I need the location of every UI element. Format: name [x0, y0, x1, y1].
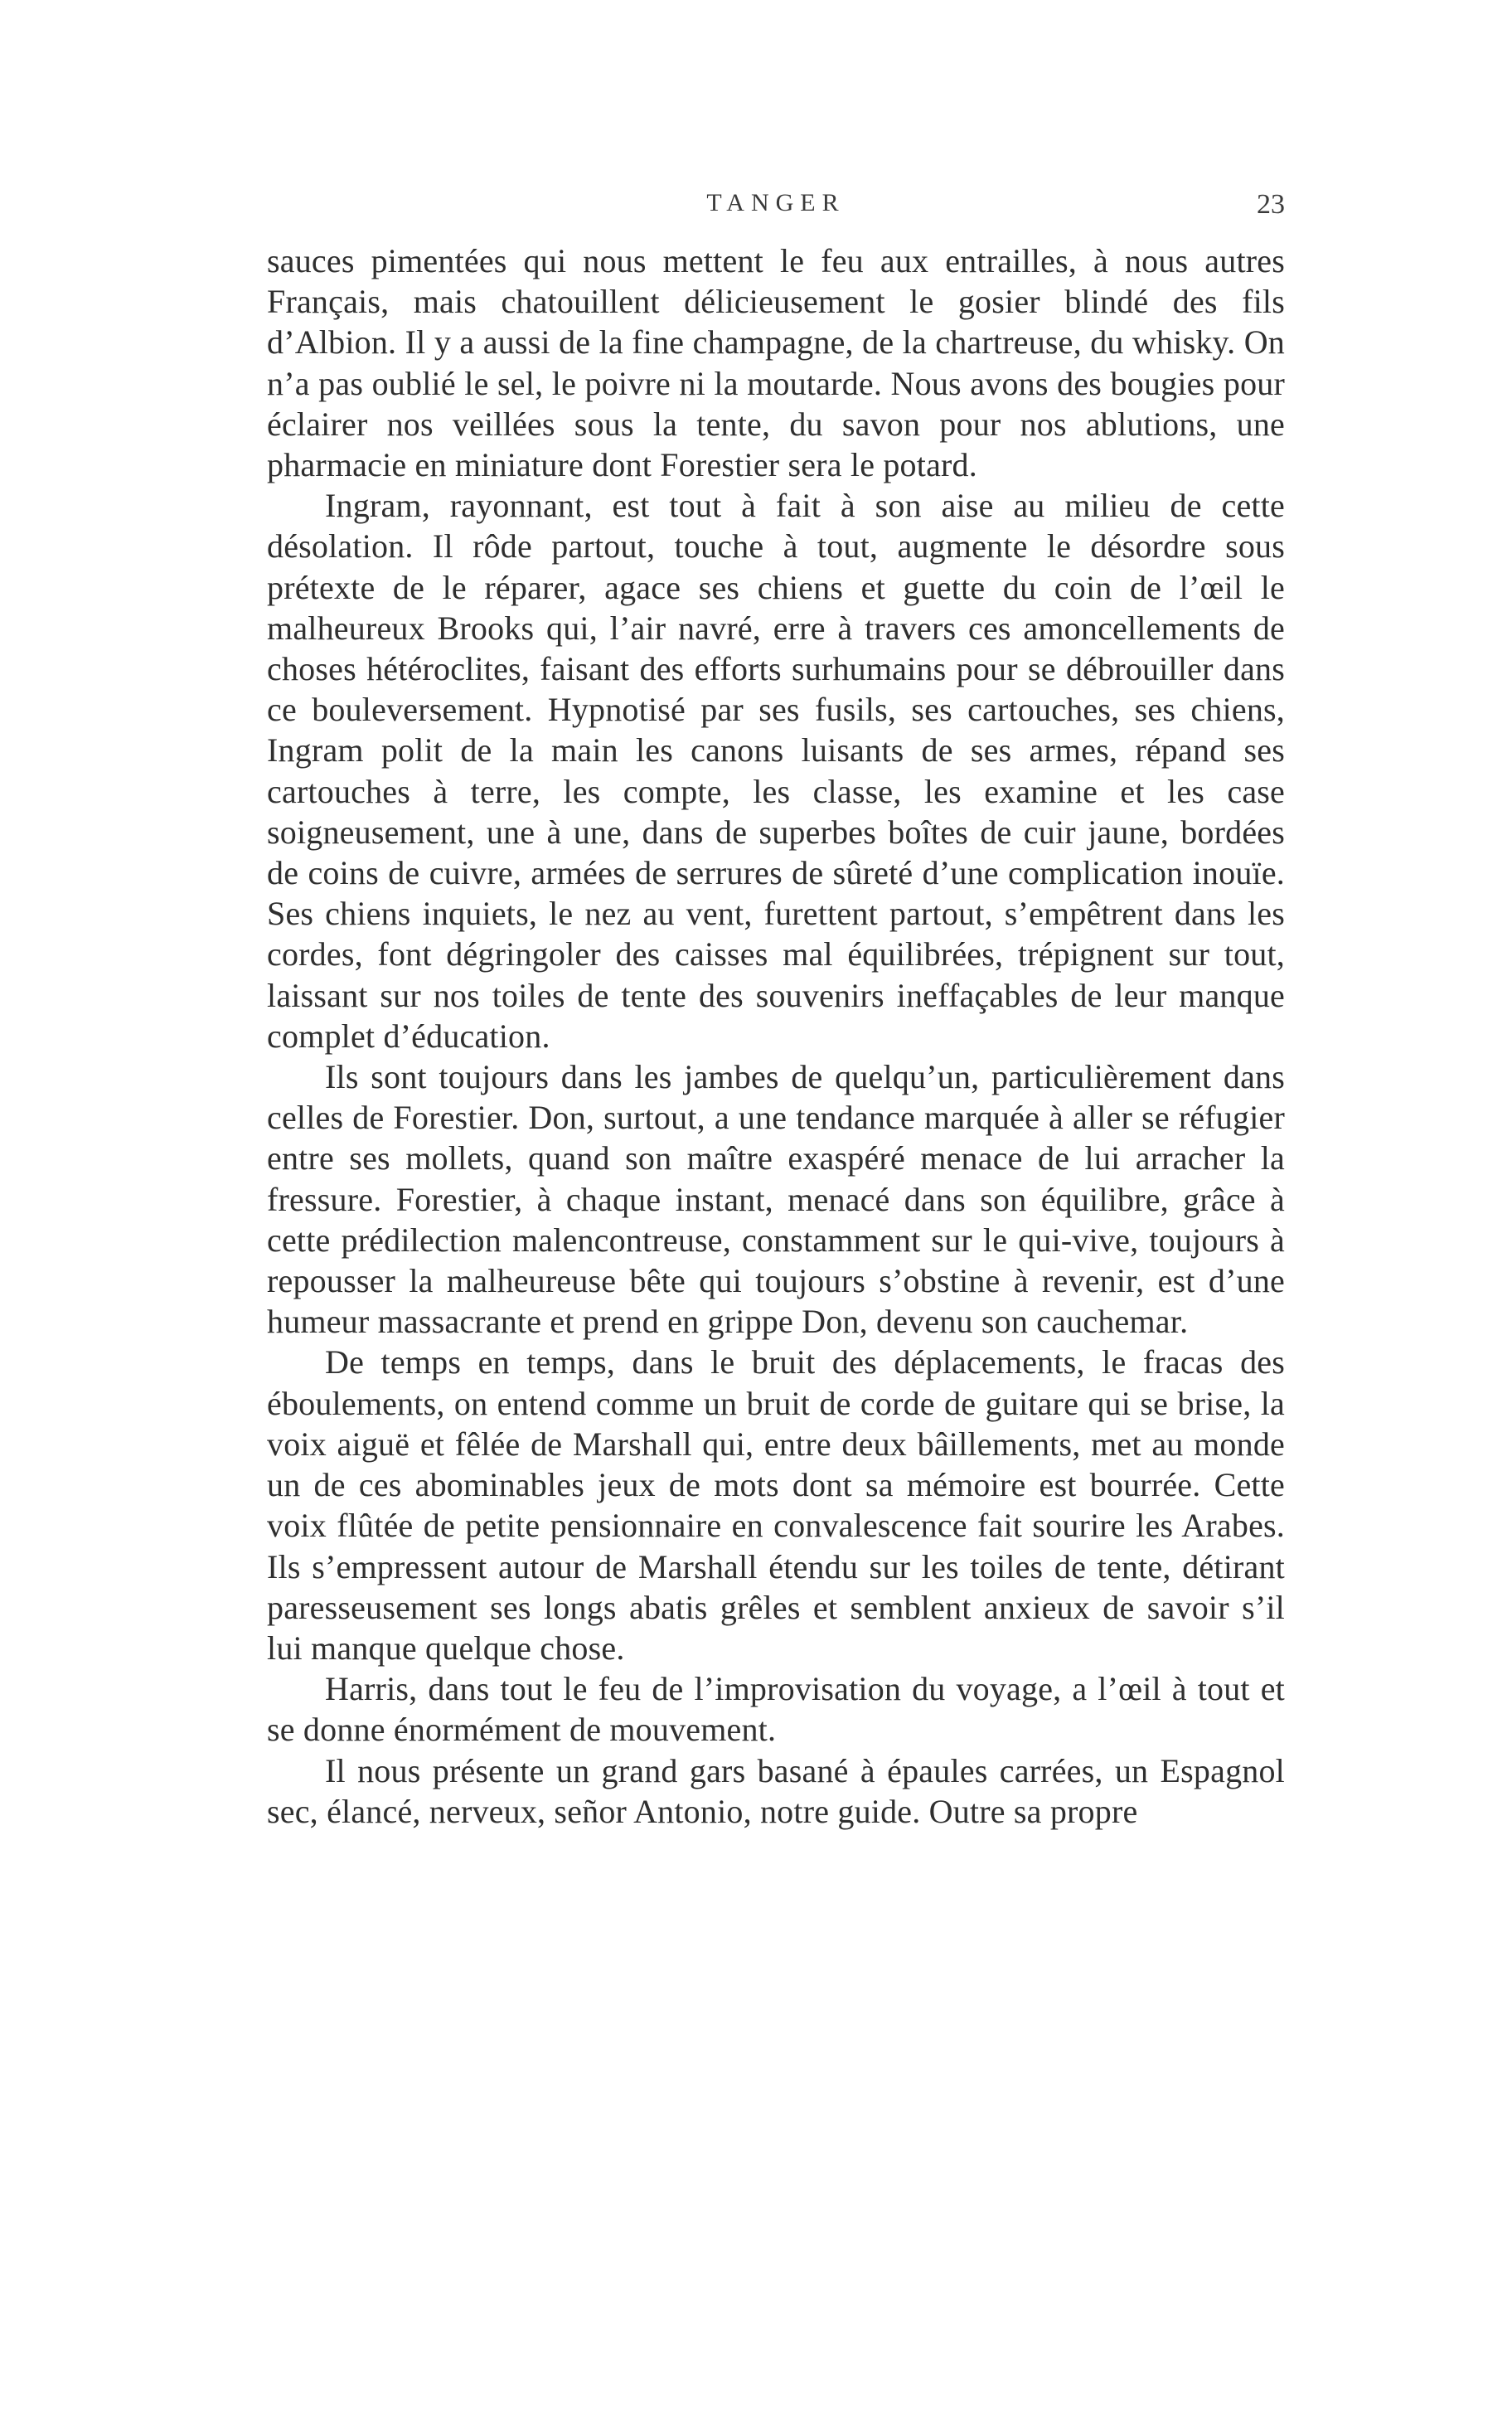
body-text [267, 240, 1285, 1832]
paragraph-4: De temps en temps, dans le bruit des déplacements, le fracas des éboulements, on entend comme un bruit de corde de guitare qui se brise, la voix aiguë et fêlée de Marshall qui, entre deux bâillements, met au monde un de ces abominables jeux de mots dont sa mémoire est bourrée. Cette voix flûtée de petite pensionnaire en convalescence fait sourire les Arabes. Ils s’empressent autour de Marshall étendu sur les toiles de tente, détirant paresseusement ses longs abatis grêles et semblent anxieux de savoir s’il lui manque quelque chose. [267, 1343, 1285, 1667]
running-title: TANGER [706, 189, 846, 216]
paragraph-1: sauces pimentées qui nous mettent le feu aux entrailles, à nous autres Français, mais chatouillent délicieusement le gosier blindé des fils d’Albion. Il y a aussi de la fine champagne, de la chartreuse, du whisky. On n’a pas oublié le sel, le poivre ni la moutarde. Nous avons des bougies pour éclairer nos veillées sous la tente, du savon pour nos ablutions, une pharmacie en miniature dont Forestier sera le potard. [267, 242, 1285, 484]
paragraph-6: Il nous présente un grand gars basané à épaules carrées, un Espagnol sec, élancé, nerveux, señor Antonio, notre guide. Outre sa propre [267, 1751, 1285, 1830]
paragraph-3: Ils sont toujours dans les jambes de quelqu’un, particulièrement dans celles de Forestier. Don, surtout, a une tendance marquée à aller se réfugier entre ses mollets, quand son maître exaspéré menace de lui arracher la fressure. Forestier, à chaque instant, menacé dans son équilibre, grâce à cette prédilection malencontreuse, constamment sur le qui-vive, toujours à repousser la malheureuse bête qui toujours s’obstine à revenir, est d’une humeur massacrante et prend en grippe Don, devenu son cauchemar. [267, 1058, 1285, 1341]
page-number: 23 [1257, 189, 1285, 220]
paragraph-5: Harris, dans tout le feu de l’improvisation du voyage, a l’œil à tout et se donne énormément de mouvement. [267, 1670, 1285, 1749]
paragraph-2: Ingram, rayonnant, est tout à fait à son aise au milieu de cette désolation. Il rôde partout, touche à tout, augmente le désordre sous prétexte de le réparer, agace ses chiens et guette du coin de l’œil le malheureux Brooks qui, l’air navré, erre à travers ces amoncellements de choses hétéroclites, faisant des efforts surhumains pour se débrouiller dans ce bouleversement. Hypnotisé par ses fusils, ses cartouches, ses chiens, Ingram polit de la main les canons luisants de ses armes, répand ses cartouches à terre, les compte, les classe, les examine et les case soigneusement, une à une, dans de superbes boîtes de cuir jaune, bordées de coins de cuivre, armées de serrures de sûreté d’une complication inouïe. Ses chiens inquiets, le nez au vent, furettent partout, s’empêtrent dans les cordes, font dégringoler des caisses mal équilibrées, trépignent sur tout, laissant sur nos toiles de tente des souvenirs ineffaçables de leur manque complet d’éducation. [267, 487, 1285, 1055]
running-head [267, 189, 1285, 231]
